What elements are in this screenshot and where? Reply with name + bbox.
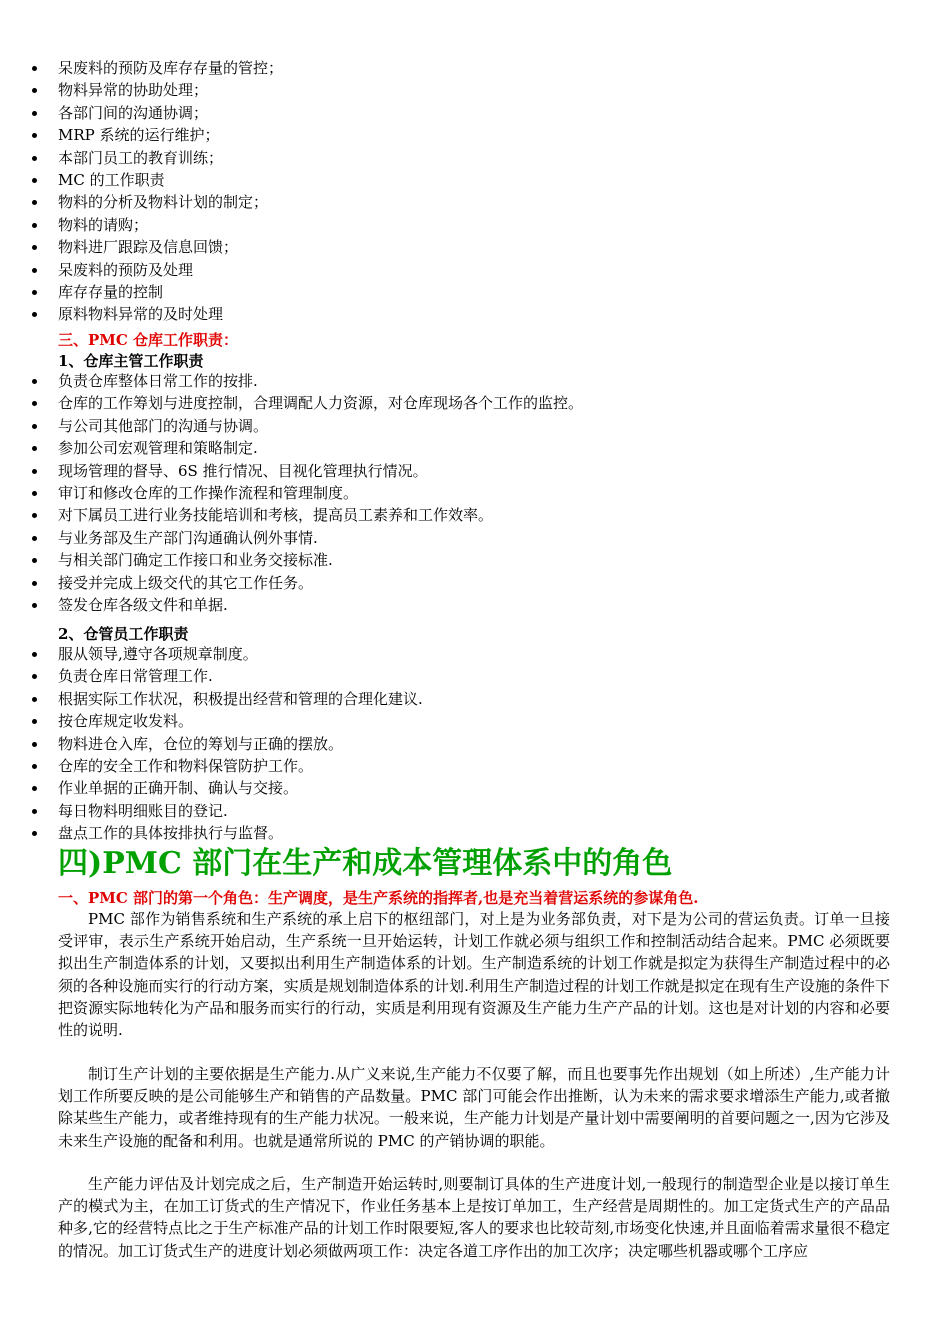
list-item: 与公司其他部门的沟通与协调。 (0, 415, 583, 437)
list-item: 物料的分析及物料计划的制定； (0, 191, 283, 213)
pmc-duties-list (0, 57, 283, 326)
list-item: 物料进仓入库，仓位的筹划与正确的摆放。 (0, 733, 423, 755)
warehouse-clerk-duties-list (0, 643, 423, 845)
list-item: 呆废料的预防及处理 (0, 259, 283, 281)
warehouse-manager-duties-list (0, 370, 583, 616)
list-item: MC 的工作职责 (0, 169, 283, 191)
list-item: 负责仓库整体日常工作的按排. (0, 370, 583, 392)
list-item: 对下属员工进行业务技能培训和考核，提高员工素养和工作效率。 (0, 504, 583, 526)
list-item: 每日物料明细账目的登记. (0, 800, 423, 822)
list-item: 物料异常的协助处理； (0, 79, 283, 101)
list-item: 与相关部门确定工作接口和业务交接标准. (0, 549, 583, 571)
section-title: 四)PMC 部门在生产和成本管理体系中的角色 (58, 846, 673, 881)
list-item: 根据实际工作状况，积极提出经营和管理的合理化建议. (0, 688, 423, 710)
list-item: 仓库的工作筹划与进度控制，合理调配人力资源，对仓库现场各个工作的监控。 (0, 392, 583, 414)
list-item: 与业务部及生产部门沟通确认例外事情. (0, 527, 583, 549)
list-item: 审订和修改仓库的工作操作流程和管理制度。 (0, 482, 583, 504)
list-item: 物料进厂跟踪及信息回馈； (0, 236, 283, 258)
list-item: 原料物料异常的及时处理 (0, 303, 283, 325)
warehouse-duties-heading: 三、PMC 仓库工作职责： (58, 331, 239, 349)
list-item: 各部门间的沟通协调； (0, 102, 283, 124)
list-item: 盘点工作的具体按排执行与监督。 (0, 822, 423, 844)
paragraph: 制订生产计划的主要依据是生产能力.从广义来说,生产能力不仅要了解，而且也要事先作出规划（如上所述）,生产能力计划工作所要反映的是公司能够生产和销售的产品数量。PMC 部门可能会作出推断，认为未来的需求要求增添生产能力,或者撤除某些生产能力，或者维持现有的生产能力状况。一般来说，生产能力计划是产量计划中需要阐明的首要问题之一,因为它涉及未来生产设施的配备和利用。也就是通常所说的 PMC 的产销协调的职能。 (58, 1065, 890, 1150)
paragraph: PMC 部作为销售系统和生产系统的承上启下的枢纽部门，对上是为业务部负责，对下是为公司的营运负责。订单一旦接受评审，表示生产系统开始启动，生产系统一旦开始运转，计划工作就必须与组织工作和控制活动结合起来。PMC 必须既要拟出生产制造体系的计划，又要拟出利用生产制造体系的计划。生产制造系统的计划工作就是拟定为获得生产制造过程中的必须的各种设施而实行的行动方案，实质是规划制造体系的计划.利用生产制造过程的计划工作就是拟定在现有生产设施的条件下把资源实际地转化为产品和服务而实行的行动，实质是利用现有资源及生产能力生产产品的计划。这也是对计划的内容和必要性的说明. (58, 910, 890, 1040)
list-item: 接受并完成上级交代的其它工作任务。 (0, 572, 583, 594)
list-item: 库存存量的控制 (0, 281, 283, 303)
list-item: 呆废料的预防及库存存量的管控； (0, 57, 283, 79)
list-item: 参加公司宏观管理和策略制定. (0, 437, 583, 459)
warehouse-clerk-subheading: 2、仓管员工作职责 (58, 625, 189, 643)
list-item: 现场管理的督导、6S 推行情况、目视化管理执行情况。 (0, 460, 583, 482)
list-item: 作业单据的正确开制、确认与交接。 (0, 777, 423, 799)
role-heading: 一、PMC 部门的第一个角色：生产调度，是生产系统的指挥者,也是充当着营运系统的参谋角色. (58, 889, 699, 907)
list-item: 物料的请购； (0, 214, 283, 236)
list-item: 负责仓库日常管理工作. (0, 665, 423, 687)
list-item: 签发仓库各级文件和单据. (0, 594, 583, 616)
paragraph: 生产能力评估及计划完成之后，生产制造开始运转时,则要制订具体的生产进度计划,一般现行的制造型企业是以接订单生产的模式为主，在加工订货式的生产情况下，作业任务基本上是按订单加工，生产经营是周期性的。加工定货式生产的产品品种多,它的经营特点比之于生产标准产品的计划工作时限要短,客人的要求也比较苛刻,市场变化快速,并且面临着需求量很不稳定的情况。加工订货式生产的进度计划必须做两项工作：决定各道工序作出的加工次序；决定哪些机器或哪个工序应 (58, 1175, 890, 1260)
list-item: 本部门员工的教育训练； (0, 147, 283, 169)
warehouse-manager-subheading: 1、仓库主管工作职责 (58, 352, 204, 370)
list-item: MRP 系统的运行维护； (0, 124, 283, 146)
list-item: 仓库的安全工作和物料保管防护工作。 (0, 755, 423, 777)
list-item: 按仓库规定收发料。 (0, 710, 423, 732)
list-item: 服从领导,遵守各项规章制度。 (0, 643, 423, 665)
